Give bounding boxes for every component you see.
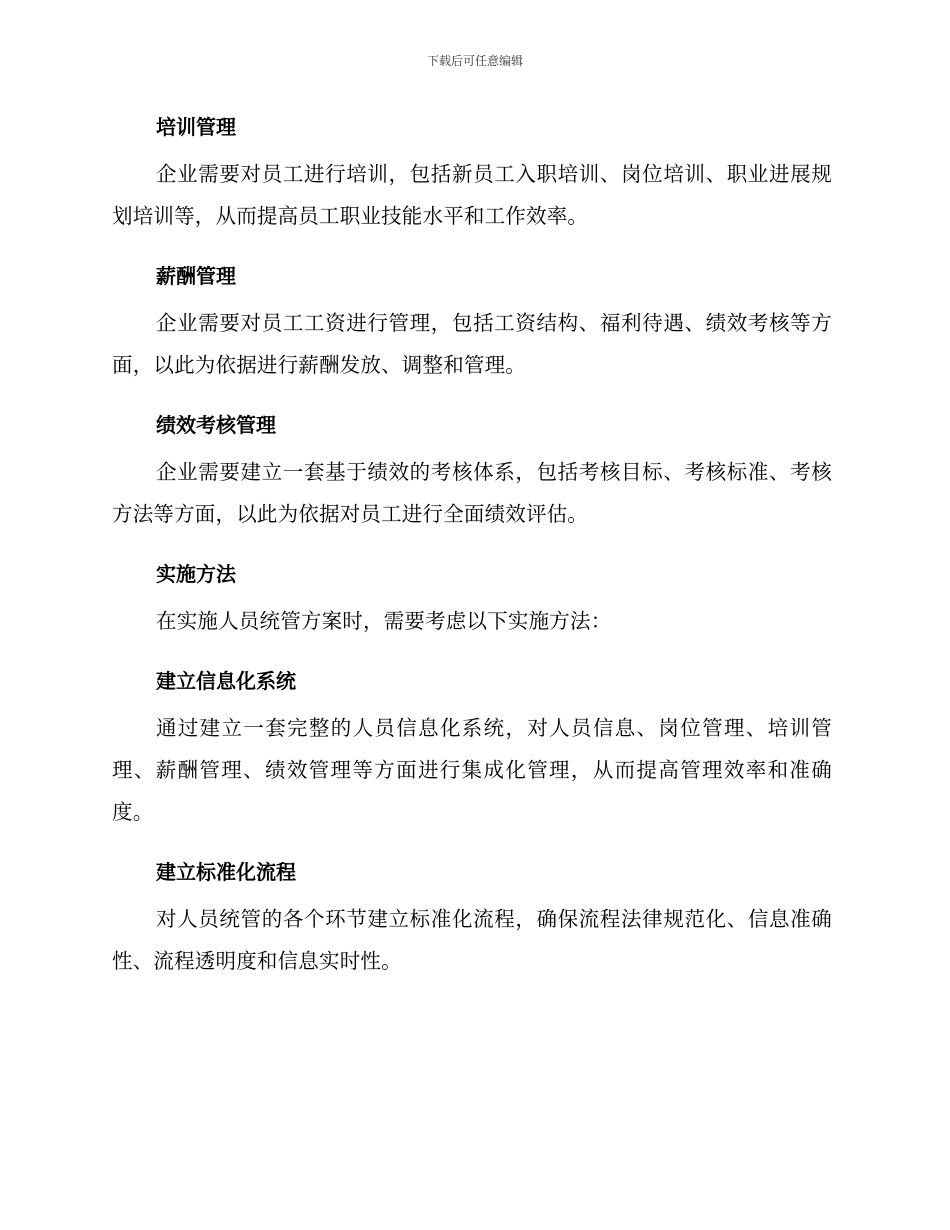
section-heading: 实施方法 bbox=[156, 562, 236, 586]
section-paragraph: 企业需要对员工进行培训，包括新员工入职培训、岗位培训、职业进展规划培训等，从而提高员工职业技能水平和工作效率。 bbox=[112, 162, 832, 228]
section-paragraph: 在实施人员统管方案时，需要考虑以下实施方法： bbox=[156, 609, 612, 633]
section-paragraph: 对人员统管的各个环节建立标准化流程，确保流程法律规范化、信息准确性、流程透明度和信息实时性。 bbox=[112, 907, 832, 973]
section-standard-process bbox=[112, 857, 832, 982]
section-paragraph: 企业需要对员工工资进行管理，包括工资结构、福利待遇、绩效考核等方面，以此为依据进行薪酬发放、调整和管理。 bbox=[112, 311, 832, 377]
section-training bbox=[112, 112, 832, 237]
section-paragraph: 企业需要建立一套基于绩效的考核体系，包括考核目标、考核标准、考核方法等方面，以此为依据对员工进行全面绩效评估。 bbox=[112, 460, 832, 526]
section-paragraph: 通过建立一套完整的人员信息化系统，对人员信息、岗位管理、培训管理、薪酬管理、绩效管理等方面进行集成化管理，从而提高管理效率和准确度。 bbox=[112, 716, 832, 824]
section-heading: 薪酬管理 bbox=[156, 264, 236, 288]
section-salary bbox=[112, 261, 832, 386]
section-heading: 培训管理 bbox=[156, 115, 236, 139]
section-heading: 建立标准化流程 bbox=[156, 860, 296, 884]
document-body bbox=[112, 112, 832, 982]
section-heading: 建立信息化系统 bbox=[156, 669, 296, 693]
section-implementation bbox=[112, 559, 832, 642]
section-performance bbox=[112, 410, 832, 535]
page-header-note: 下载后可任意编辑 bbox=[426, 54, 523, 68]
section-heading: 绩效考核管理 bbox=[156, 413, 276, 437]
section-information-system bbox=[112, 666, 832, 833]
